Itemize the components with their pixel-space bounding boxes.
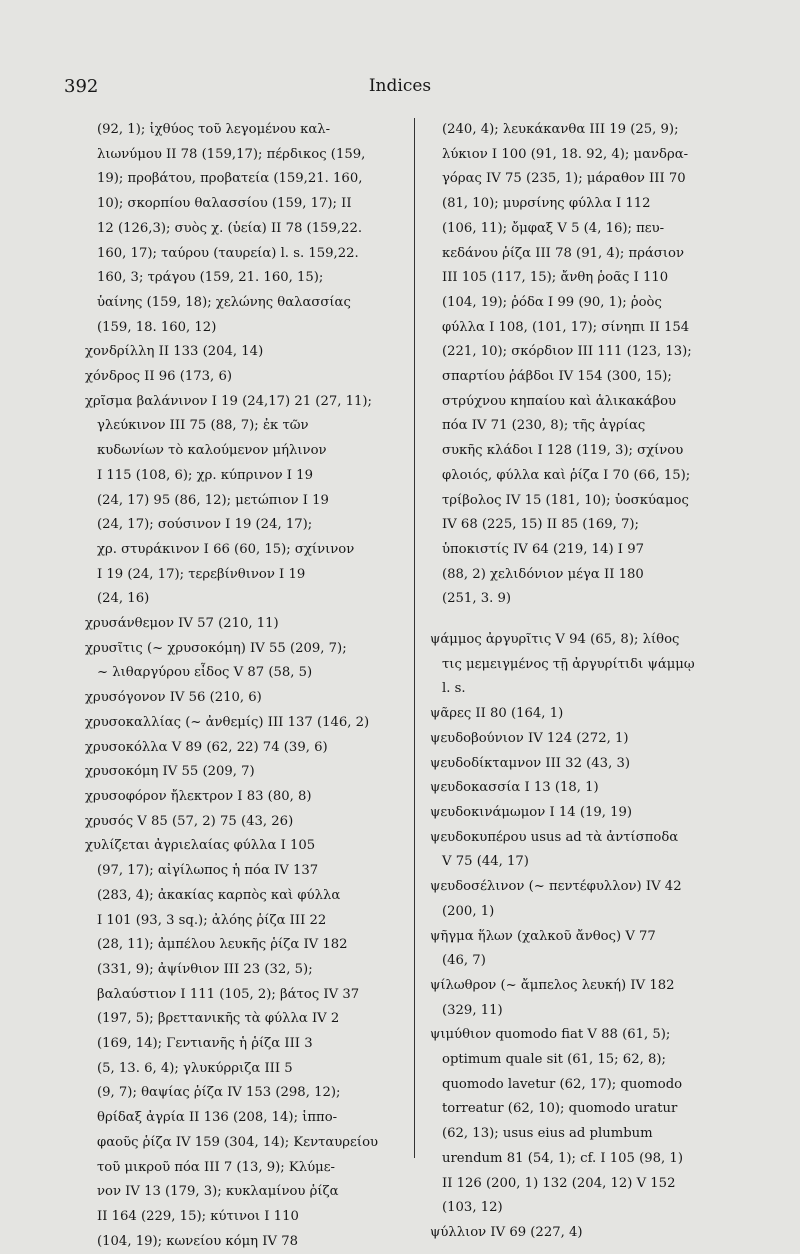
index-line: ψευδοσέλινον (~ πεντέφυλλον) IV 42 <box>430 879 682 895</box>
index-line: 160, 17); ταύρου (ταυρεία) l. s. 159,22. <box>97 245 359 261</box>
index-line: χρυσοκόλλα V 89 (62, 22) 74 (39, 6) <box>85 739 328 755</box>
index-line: (331, 9); ἀψίνθιον III 23 (32, 5); <box>97 961 313 977</box>
page-number: 392 <box>64 76 99 97</box>
column-divider <box>414 118 415 1158</box>
index-column-right <box>430 118 758 1246</box>
index-line: (46, 7) <box>442 953 486 969</box>
index-line: (62, 13); usus eius ad plumbum <box>442 1126 653 1142</box>
index-line: (221, 10); σκόρδιον III 111 (123, 13); <box>442 344 692 360</box>
index-line: τρίβολος IV 15 (181, 10); ὑοσκύαμος <box>442 492 689 508</box>
index-line: φλοιός, φύλλα καὶ ῥίζα I 70 (66, 15); <box>442 467 691 483</box>
index-line: (81, 10); μυρσίνης φύλλα I 112 <box>442 196 651 212</box>
index-line: optimum quale sit (61, 15; 62, 8); <box>442 1052 666 1068</box>
index-line: θρίδαξ ἀγρία II 136 (208, 14); ἱππο- <box>97 1110 338 1126</box>
index-line: III 105 (117, 15); ἄνθη ῥοᾶς I 110 <box>442 270 669 286</box>
index-line: (104, 19); ῥόδα I 99 (90, 1); ῥοὸς <box>442 294 662 310</box>
index-line: (159, 18. 160, 12) <box>97 319 217 335</box>
index-line: 19); προβάτου, προβατεία (159,21. 160, <box>97 171 363 187</box>
index-line: l. s. <box>442 681 466 697</box>
index-line: χρυσῖτις (~ χρυσοκόμη) IV 55 (209, 7); <box>85 640 347 656</box>
index-line: ὑποκιστίς IV 64 (219, 14) I 97 <box>442 541 644 557</box>
index-line: πόα IV 71 (230, 8); τῆς ἀγρίας <box>442 418 646 434</box>
index-line: χρυσοφόρον ἤλεκτρον I 83 (80, 8) <box>85 788 312 804</box>
running-head: Indices <box>368 76 432 96</box>
index-line: τις μεμειγμένος τῇ ἀργυρίτιδι ψάμμῳ <box>442 656 695 672</box>
index-line: ~ λιθαργύρου εἶδος V 87 (58, 5) <box>97 665 313 681</box>
index-line: χρ. στυράκινον I 66 (60, 15); σχίνινον <box>97 541 355 557</box>
index-line: 12 (126,3); συὸς χ. (ὑεία) II 78 (159,22. <box>97 220 363 236</box>
index-line: torreatur (62, 10); quomodo uratur <box>442 1101 678 1117</box>
index-line: φαοῦς ῥίζα IV 159 (304, 14); Κενταυρείου <box>97 1134 379 1150</box>
index-line: φύλλα I 108, (101, 17); σίνηπι II 154 <box>442 319 690 335</box>
index-line: στρύχνου κηπαίου καὶ ἁλικακάβου <box>442 393 677 409</box>
index-line: ψάμμος ἀργυρῖτις V 94 (65, 8); λίθος <box>430 632 680 648</box>
entry-gap <box>430 612 758 628</box>
index-line: κυδωνίων τὸ καλούμενον μήλινον <box>97 443 327 459</box>
index-line: (240, 4); λευκάκανθα III 19 (25, 9); <box>442 122 679 137</box>
index-line: κεδάνου ῥίζα III 78 (91, 4); πράσιον <box>442 245 684 261</box>
index-line: (104, 19); κωνείου κόμη IV 78 <box>97 1233 298 1249</box>
index-line: χρυσάνθεμον IV 57 (210, 11) <box>85 616 279 632</box>
index-line: (200, 1) <box>442 903 495 919</box>
index-line: ψευδοκασσία I 13 (18, 1) <box>430 780 599 796</box>
index-line: I 101 (93, 3 sq.); ἀλόης ῥίζα III 22 <box>97 912 327 928</box>
index-line: II 164 (229, 15); κύτινοι I 110 <box>97 1208 299 1224</box>
index-line: (197, 5); βρεττανικῆς τὰ φύλλα IV 2 <box>97 1011 340 1027</box>
index-line: ὑαίνης (159, 18); χελώνης θαλασσίας <box>97 294 351 310</box>
index-line: ψευδοδίκταμνον III 32 (43, 3) <box>430 755 630 771</box>
index-line: χονδρίλλη II 133 (204, 14) <box>85 344 264 360</box>
index-line: χρῖσμα βαλάνινον I 19 (24,17) 21 (27, 11); <box>85 393 372 409</box>
index-line: ψύλλιον IV 69 (227, 4) <box>430 1224 583 1240</box>
index-line: νον IV 13 (179, 3); κυκλαμίνου ῥίζα <box>97 1184 339 1200</box>
index-column-left <box>85 118 403 1254</box>
index-line: (103, 12) <box>442 1200 503 1216</box>
index-line: quomodo lavetur (62, 17); quomodo <box>442 1076 683 1092</box>
index-line: (9, 7); θαψίας ῥίζα IV 153 (298, 12); <box>97 1085 341 1101</box>
index-line: ψίλωθρον (~ ἄμπελος λευκή) IV 182 <box>430 977 675 993</box>
index-line: ψευδοβούνιον IV 124 (272, 1) <box>430 730 629 746</box>
index-line: λιωνύμου II 78 (159,17); πέρδικος (159, <box>97 146 366 162</box>
index-line: V 75 (44, 17) <box>442 854 529 870</box>
index-line: (97, 17); αἰγίλωπος ἡ πόα IV 137 <box>97 863 319 879</box>
index-line: χρυσόγονον IV 56 (210, 6) <box>85 690 262 706</box>
index-line: (329, 11) <box>442 1002 503 1018</box>
index-line: γλεύκινον III 75 (88, 7); ἐκ τῶν <box>97 418 309 434</box>
index-line: (24, 17); σούσινον I 19 (24, 17); <box>97 517 313 533</box>
index-line: τοῦ μικροῦ πόα III 7 (13, 9); Κλύμε- <box>97 1159 335 1175</box>
index-line: ψιμύθιον quomodo fiat V 88 (61, 5); <box>430 1027 671 1043</box>
index-line: χρυσοκαλλίας (~ ἀνθεμίς) III 137 (146, 2) <box>85 714 370 730</box>
index-line: (169, 14); Γεντιανῆς ἡ ῥίζα III 3 <box>97 1036 313 1052</box>
index-line: χρυσοκόμη IV 55 (209, 7) <box>85 764 255 780</box>
index-line: λύκιον I 100 (91, 18. 92, 4); μανδρα- <box>442 146 689 162</box>
index-line: (5, 13. 6, 4); γλυκύρριζα III 5 <box>97 1060 293 1076</box>
index-line: I 19 (24, 17); τερεβίνθινον I 19 <box>97 566 306 582</box>
index-line: (88, 2) χελιδόνιον μέγα II 180 <box>442 566 644 582</box>
index-line: (24, 17) 95 (86, 12); μετώπιον I 19 <box>97 492 329 508</box>
index-line: συκῆς κλάδοι I 128 (119, 3); σχίνου <box>442 443 684 459</box>
index-line: (251, 3. 9) <box>442 591 512 607</box>
index-line: II 126 (200, 1) 132 (204, 12) V 152 <box>442 1175 676 1191</box>
index-line: ψευδοκυπέρου usus ad τὰ ἀντίσποδα <box>430 829 679 845</box>
index-line: χρυσός V 85 (57, 2) 75 (43, 26) <box>85 813 294 829</box>
index-line: (92, 1); ἰχθύος τοῦ λεγομένου καλ- <box>97 122 331 137</box>
index-line: I 115 (108, 6); χρ. κύπρινον I 19 <box>97 467 313 483</box>
page-header <box>0 76 800 100</box>
index-line: σπαρτίου ῥάβδοι IV 154 (300, 15); <box>442 369 672 385</box>
index-line: χυλίζεται ἀγριελαίας φύλλα I 105 <box>85 838 316 854</box>
index-line: urendum 81 (54, 1); cf. I 105 (98, 1) <box>442 1150 683 1166</box>
index-line: (106, 11); ὄμφαξ V 5 (4, 16); πευ- <box>442 220 665 236</box>
index-line: ψευδοκινάμωμον I 14 (19, 19) <box>430 804 633 820</box>
index-line: βαλαύστιον I 111 (105, 2); βάτος IV 37 <box>97 986 360 1002</box>
index-line: ψῆγμα ἥλων (χαλκοῦ ἄνθος) V 77 <box>430 928 656 944</box>
index-line: χόνδρος II 96 (173, 6) <box>85 369 232 385</box>
index-line: IV 68 (225, 15) II 85 (169, 7); <box>442 517 639 533</box>
index-line: 160, 3; τράγου (159, 21. 160, 15); <box>97 270 324 286</box>
index-line: ψᾶρες II 80 (164, 1) <box>430 706 564 722</box>
index-line: (24, 16) <box>97 591 150 607</box>
index-line: 10); σκορπίου θαλασσίου (159, 17); II <box>97 196 352 212</box>
index-line: (283, 4); ἀκακίας καρπὸς καὶ φύλλα <box>97 887 341 903</box>
index-line: γόρας IV 75 (235, 1); μάραθον III 70 <box>442 171 686 187</box>
index-line: (28, 11); ἀμπέλου λευκῆς ῥίζα IV 182 <box>97 937 348 953</box>
